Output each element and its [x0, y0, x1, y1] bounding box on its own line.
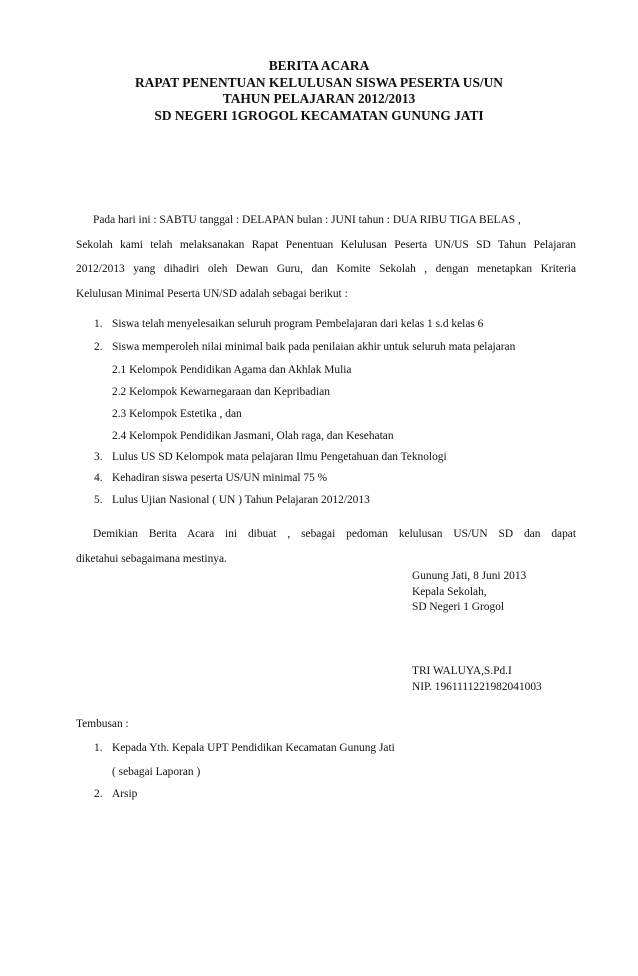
list-item-text: Siswa telah menyelesaikan seluruh program Pembelajaran dari kelas 1 s.d kelas 6 [112, 318, 484, 330]
closing-paragraph [76, 522, 576, 571]
signature-place-date: Gunung Jati, 8 Juni 2013 [412, 570, 527, 582]
title-line-3: TAHUN PELAJARAN 2012/2013 [222, 91, 416, 106]
title-line-1: BERITA ACARA [268, 58, 370, 73]
signature-block [412, 569, 526, 616]
list-item-text: Kepada Yth. Kepala UPT Pendidikan Kecamatan Gunung Jati [112, 742, 395, 754]
signatory-name: TRI WALUYA,S.Pd.I [412, 665, 512, 677]
list-item-text: Lulus Ujian Nasional ( UN ) Tahun Pelajaran 2012/2013 [112, 494, 370, 506]
closing-line-1: Demikian Berita Acara ini dibuat , sebagai pedoman kelulusan US/UN SD dan dapat [93, 528, 576, 540]
list-item-number: 1. [94, 318, 103, 330]
list-item-number: 1. [94, 742, 103, 754]
closing-line-2: diketahui sebagaimana mestinya. [76, 552, 227, 565]
sub-item-text: 2.3 Kelompok Estetika , dan [112, 408, 242, 420]
intro-line-2: Sekolah kami telah melaksanakan Rapat Penentuan Kelulusan Peserta UN/US SD Tahun Pelajaran [76, 238, 576, 251]
list-item-number: 2. [94, 341, 103, 353]
list-item-number: 5. [94, 494, 103, 506]
title-line-4: SD NEGERI 1GROGOL KECAMATAN GUNUNG JATI [154, 107, 484, 123]
title-line-2: RAPAT PENENTUAN KELULUSAN SISWA PESERTA US/UN [135, 74, 503, 90]
list-item-number: 2. [94, 788, 103, 800]
signature-school: SD Negeri 1 Grogol [412, 601, 505, 613]
list-item-number: 4. [94, 472, 103, 484]
list-item-text: Siswa memperoleh nilai minimal baik pada penilaian akhir untuk seluruh mata pelajaran [112, 341, 516, 353]
signatory-block [412, 664, 542, 695]
intro-line-1: Pada hari ini : SABTU tanggal : DELAPAN bulan : JUNI tahun : DUA RIBU TIGA BELAS , [93, 214, 521, 226]
list-item-text: Lulus US SD Kelompok mata pelajaran Ilmu Pengetahuan dan Teknologi [112, 451, 447, 463]
intro-line-3: 2012/2013 yang dihadiri oleh Dewan Guru, dan Komite Sekolah , dengan menetapkan Kriteria [76, 263, 576, 276]
list-item-text: Kehadiran siswa peserta US/UN minimal 75 % [112, 472, 328, 484]
intro-line-4: Kelulusan Minimal Peserta UN/SD adalah sebagai berikut : [76, 288, 348, 301]
signature-position: Kepala Sekolah, [412, 585, 487, 598]
document-title [0, 58, 638, 124]
cc-heading: Tembusan : [76, 718, 129, 730]
intro-paragraph [76, 208, 576, 307]
list-item-note-text: ( sebagai Laporan ) [112, 766, 201, 778]
list-item-number: 3. [94, 451, 103, 463]
sub-item-text: 2.2 Kelompok Kewarnegaraan dan Kepribadian [112, 386, 330, 398]
sub-item-text: 2.1 Kelompok Pendidikan Agama dan Akhlak Mulia [112, 364, 352, 376]
sub-item-text: 2.4 Kelompok Pendidikan Jasmani, Olah raga, dan Kesehatan [112, 430, 394, 442]
signatory-nip: NIP. 1961111221982041003 [412, 680, 542, 693]
list-item-text: Arsip [112, 788, 138, 800]
